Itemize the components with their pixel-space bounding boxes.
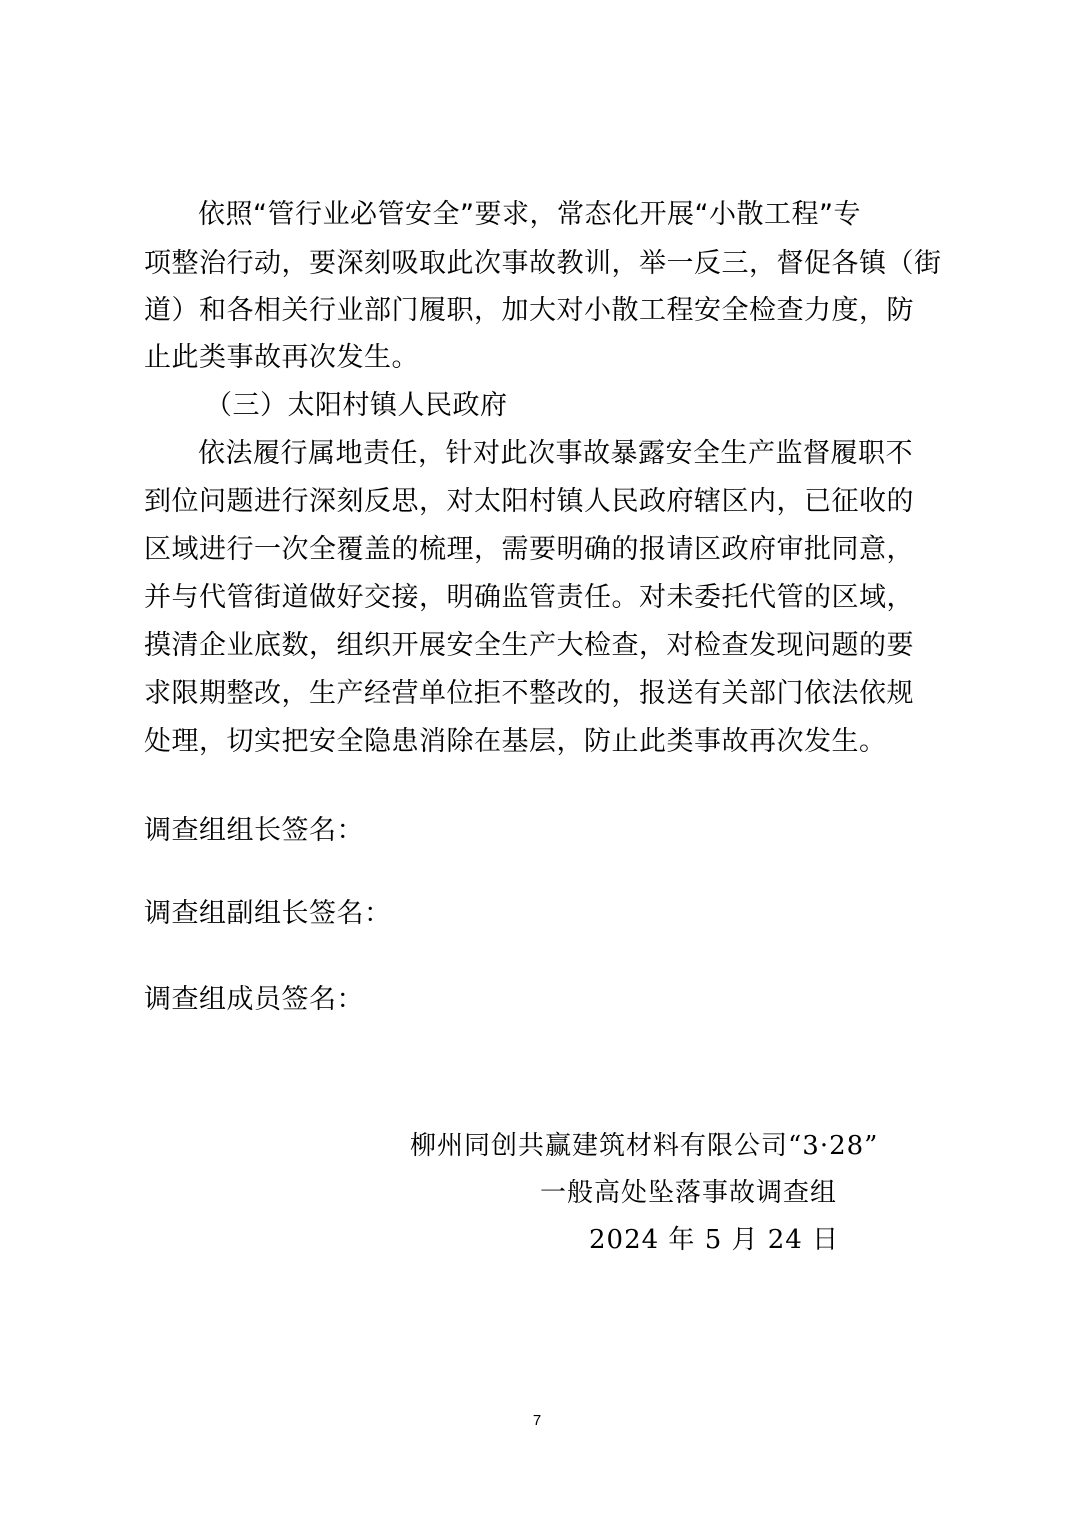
paragraph-1-line-4: 止此类事故再次发生。 xyxy=(144,342,419,373)
section-3-line-6: 求限期整改，生产经营单位拒不整改的，报送有关部门依法依规 xyxy=(144,678,914,709)
section-3-heading: （三）太阳村镇人民政府 xyxy=(205,390,508,421)
closing-group-name: 一般高处坠落事故调查组 xyxy=(540,1178,838,1208)
section-3-line-5: 摸清企业底数，组织开展安全生产大检查，对检查发现问题的要 xyxy=(144,630,914,661)
closing-organization: 柳州同创共赢建筑材料有限公司“3·28” xyxy=(410,1131,879,1161)
section-3-line-4: 并与代管街道做好交接，明确监管责任。对未委托代管的区域， xyxy=(144,582,914,613)
section-3-line-3: 区域进行一次全覆盖的梳理，需要明确的报请区政府审批同意， xyxy=(144,534,914,565)
page-number: 7 xyxy=(532,1412,542,1429)
deputy-signature-label: 调查组副组长签名： xyxy=(144,898,392,929)
members-signature-label: 调查组成员签名： xyxy=(144,984,364,1015)
section-3-line-7: 处理，切实把安全隐患消除在基层，防止此类事故再次发生。 xyxy=(144,726,887,757)
section-3-line-2: 到位问题进行深刻反思，对太阳村镇人民政府辖区内，已征收的 xyxy=(144,486,914,517)
closing-date: 2024 年 5 月 24 日 xyxy=(589,1225,840,1255)
paragraph-1-line-2: 项整治行动，要深刻吸取此次事故教训，举一反三，督促各镇（街 xyxy=(144,248,942,279)
section-3-line-1: 依法履行属地责任，针对此次事故暴露安全生产监督履职不 xyxy=(198,438,913,469)
leader-signature-label: 调查组组长签名： xyxy=(144,815,364,846)
paragraph-1-line-3: 道）和各相关行业部门履职，加大对小散工程安全检查力度，防 xyxy=(144,295,914,326)
paragraph-1-line-1: 依照“管行业必管安全”要求，常态化开展“小散工程”专 xyxy=(198,199,861,230)
